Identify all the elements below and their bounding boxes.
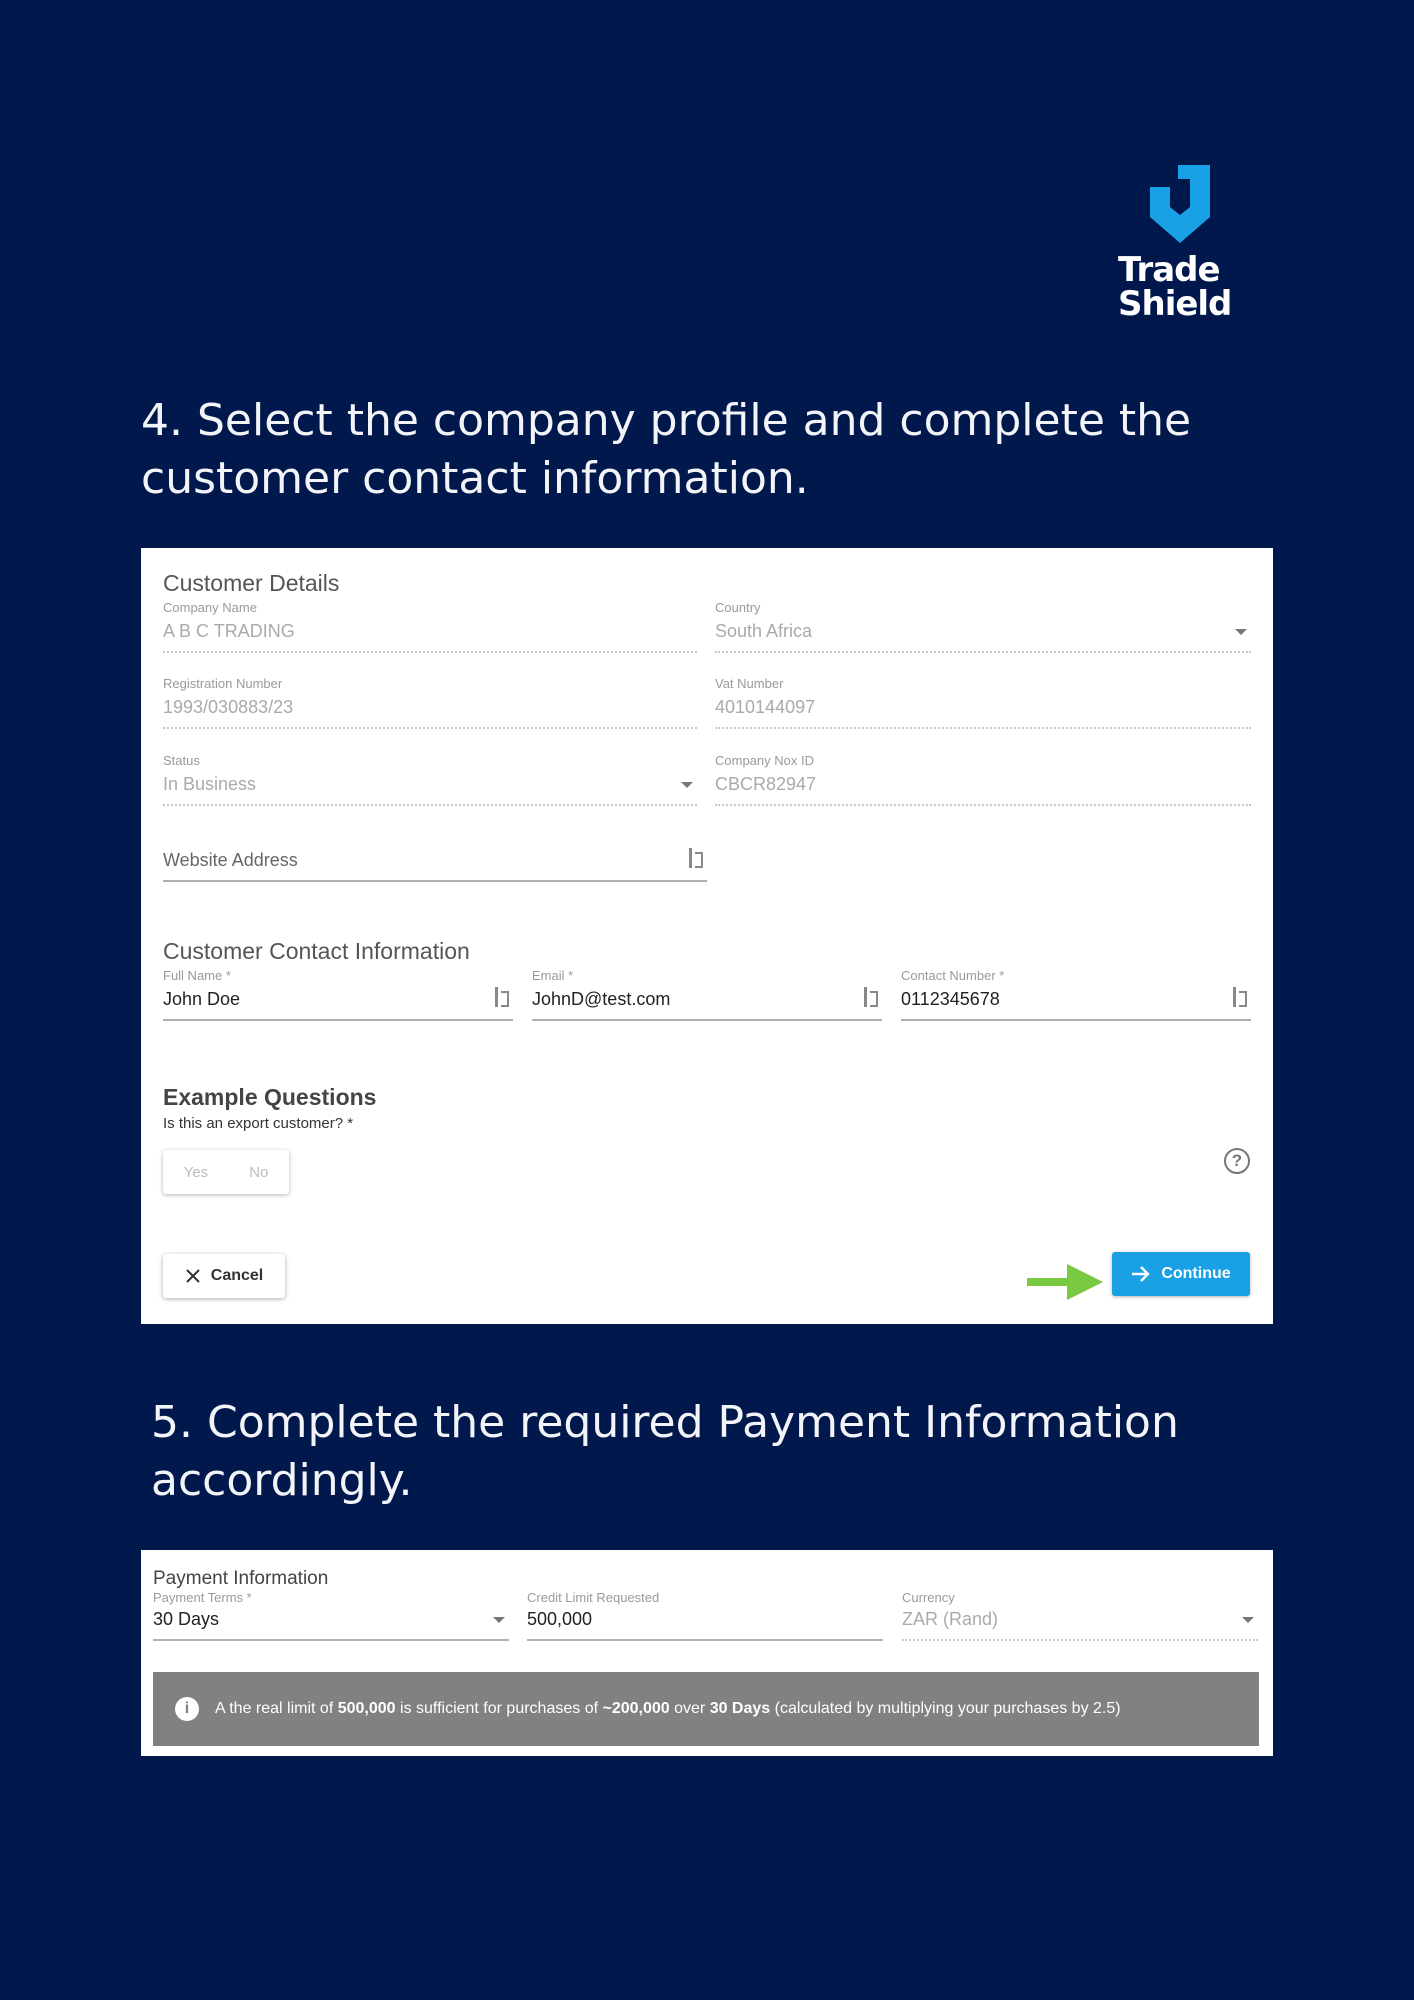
- arrow-right-icon: [1131, 1266, 1151, 1282]
- credit-limit-label: Credit Limit Requested: [527, 1590, 660, 1605]
- country-select[interactable]: [715, 600, 1251, 653]
- payment-terms-value: 30 Days: [153, 1609, 220, 1629]
- logo-line-2: Shield: [1118, 284, 1232, 324]
- company-nox-id-value: CBCR82947: [715, 774, 817, 794]
- company-nox-id-label: Company Nox ID: [715, 753, 814, 768]
- no-option[interactable]: No: [249, 1163, 269, 1181]
- chevron-down-icon: [1242, 1617, 1254, 1623]
- tradeshield-logo: [1118, 165, 1248, 324]
- credit-limit-input[interactable]: [527, 1590, 883, 1641]
- info-message: A the real limit of 500,000 is sufficient for purchases of ~200,000 over 30 Days (calculated by multiplying your purchases by 2.5): [215, 1700, 1121, 1717]
- chevron-down-icon: [1235, 629, 1247, 635]
- company-name-field[interactable]: [163, 600, 697, 653]
- cancel-label: Cancel: [210, 1267, 264, 1284]
- registration-number-value: 1993/030883/23: [163, 697, 294, 717]
- chevron-down-icon: [493, 1617, 505, 1623]
- export-customer-toggle[interactable]: [163, 1150, 289, 1194]
- chevron-down-icon: [681, 782, 693, 788]
- customer-details-card: [141, 548, 1273, 1324]
- full-name-label: Full Name *: [163, 968, 231, 983]
- currency-label: Currency: [902, 1590, 955, 1605]
- status-label: Status: [163, 753, 200, 768]
- email-label: Email *: [532, 968, 574, 983]
- text-cursor-icon: [495, 987, 509, 1007]
- continue-label: Continue: [1161, 1265, 1231, 1282]
- pointer-arrow-icon: [1027, 1262, 1103, 1302]
- registration-number-field[interactable]: [163, 676, 697, 729]
- contact-number-value: 0112345678: [901, 989, 1000, 1009]
- payment-info-title: Payment Information: [153, 1568, 329, 1589]
- step-4-heading: 4. Select the company profile and complete the customer contact information.: [141, 395, 1192, 504]
- example-questions-title: Example Questions: [163, 1084, 377, 1110]
- text-cursor-icon: [689, 848, 703, 868]
- customer-details-title: Customer Details: [163, 570, 340, 596]
- contact-number-label: Contact Number *: [901, 968, 1005, 983]
- email-input[interactable]: [532, 968, 882, 1021]
- country-label: Country: [715, 600, 761, 615]
- text-cursor-icon: [864, 987, 878, 1007]
- logo-line-1: Trade: [1118, 250, 1220, 290]
- vat-number-field[interactable]: [715, 676, 1251, 729]
- payment-information-card: [141, 1550, 1273, 1756]
- status-value: In Business: [163, 774, 257, 794]
- full-name-value: John Doe: [163, 989, 241, 1009]
- website-address-input[interactable]: [163, 844, 707, 882]
- info-icon: i: [175, 1697, 199, 1721]
- registration-number-label: Registration Number: [163, 676, 283, 691]
- yes-option[interactable]: Yes: [183, 1163, 209, 1181]
- help-icon[interactable]: ?: [1224, 1148, 1250, 1174]
- text-cursor-icon: [1233, 987, 1247, 1007]
- company-nox-id-field[interactable]: [715, 753, 1251, 806]
- cancel-button[interactable]: [163, 1254, 285, 1298]
- continue-button[interactable]: [1112, 1252, 1250, 1296]
- close-icon: [185, 1268, 201, 1284]
- website-address-placeholder: Website Address: [163, 850, 298, 870]
- credit-limit-value: 500,000: [527, 1609, 593, 1629]
- shield-logo-icon: [1148, 165, 1212, 243]
- credit-limit-info-banner: [153, 1672, 1259, 1746]
- company-name-value: A B C TRADING: [163, 621, 295, 641]
- currency-value: ZAR (Rand): [902, 1609, 999, 1629]
- contact-number-input[interactable]: [901, 968, 1251, 1021]
- contact-info-title: Customer Contact Information: [163, 938, 470, 964]
- export-customer-question: Is this an export customer? *: [163, 1115, 354, 1132]
- payment-terms-select[interactable]: [153, 1590, 509, 1641]
- company-name-label: Company Name: [163, 600, 257, 615]
- step-5-heading: 5. Complete the required Payment Information accordingly.: [151, 1397, 1179, 1506]
- country-value: South Africa: [715, 621, 813, 641]
- status-select[interactable]: [163, 753, 697, 806]
- vat-number-value: 4010144097: [715, 697, 816, 717]
- full-name-input[interactable]: [163, 968, 513, 1021]
- payment-terms-label: Payment Terms *: [153, 1590, 252, 1605]
- currency-select[interactable]: [902, 1590, 1258, 1641]
- vat-number-label: Vat Number: [715, 676, 784, 691]
- email-value: JohnD@test.com: [532, 989, 671, 1009]
